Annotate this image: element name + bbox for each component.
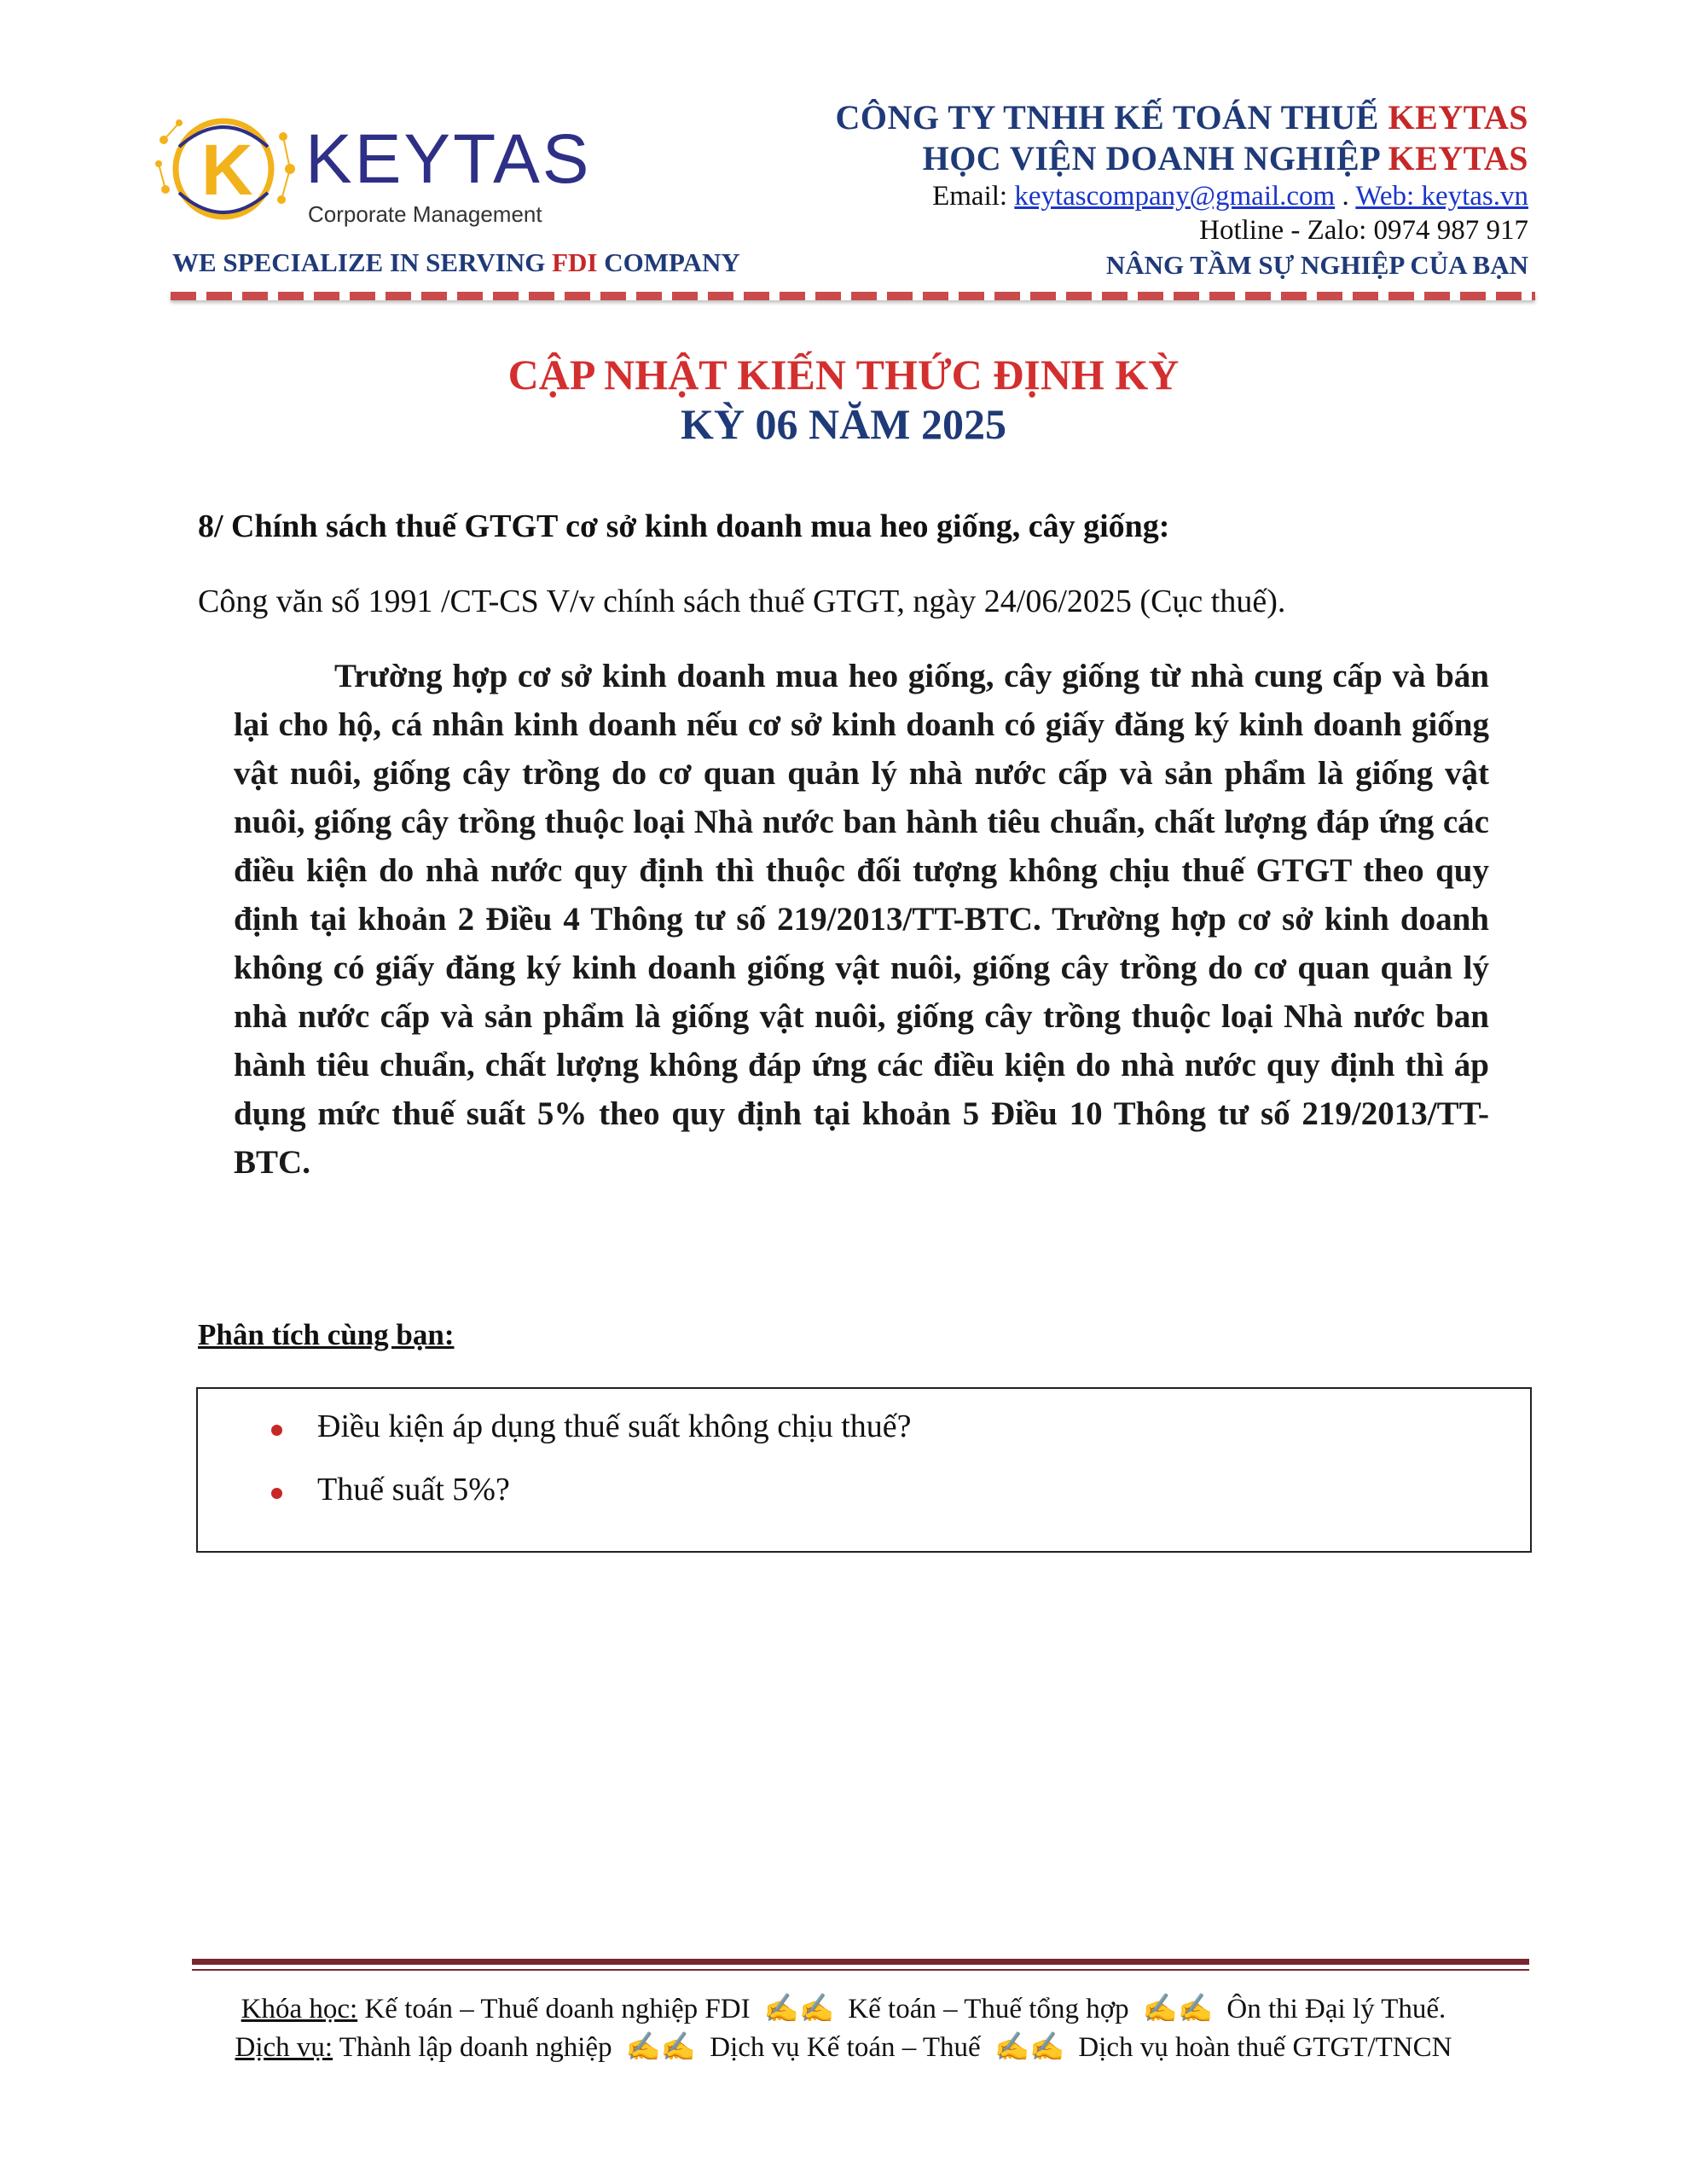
course-label: Khóa học:: [241, 1994, 358, 2024]
footer-services: Dịch vụ: Thành lập doanh nghiệp ✍✍ Dịch vụ Kế toán – Thuế ✍✍ Dịch vụ hoàn thuế GTGT/TNCN: [235, 2032, 1452, 2063]
logo-emblem-icon: [154, 111, 307, 239]
writing-hands-icon: ✍✍: [1142, 1994, 1214, 2024]
footer-divider: [192, 1959, 1529, 1965]
quoted-excerpt: Trường hợp cơ sở kinh doanh mua heo giống, cây giống từ nhà cung cấp và bán lại cho hộ, cá nhân kinh doanh nếu cơ sở kinh doanh có giấy đăng ký kinh doanh giống vật nuôi, giống cây trồng do cơ quan quản lý nhà nước cấp và sản phẩm là giống vật nuôi, giống cây trồng thuộc loại Nhà nước ban hành tiêu chuẩn, chất lượng đáp ứng các điều kiện do nhà nước quy định thì thuộc đối tượng không chịu thuế GTGT theo quy định tại khoản 2 Điều 4 Thông tư số 219/2013/TT-BTC. Trường hợp cơ sở kinh doanh không có giấy đăng ký kinh doanh giống vật nuôi, giống cây trồng do cơ quan quản lý nhà nước cấp và sản phẩm là giống vật nuôi, giống cây trồng thuộc loại Nhà nước ban hành tiêu chuẩn, chất lượng không đáp ứng các điều kiện do nhà nước quy định thì áp dụng mức thuế suất 5% theo quy định tại khoản 5 Điều 10 Thông tư số 219/2013/TT-BTC.: [234, 658, 1489, 1181]
tagline-highlight: FDI: [552, 247, 598, 277]
analysis-heading: Phân tích cùng bạn:: [198, 1318, 455, 1351]
analysis-box: [196, 1387, 1532, 1553]
website-link[interactable]: Web: keytas.vn: [1355, 181, 1528, 212]
list-item-text: Thuế suất 5%?: [317, 1472, 510, 1507]
footer-divider-thin: [192, 1969, 1529, 1971]
hotline: Hotline - Zalo: 0974 987 917: [1199, 215, 1528, 246]
company-logo: [154, 111, 592, 239]
company-info: [835, 97, 1528, 283]
bullet-icon: [271, 1425, 282, 1436]
list-item-text: Điều kiện áp dụng thuế suất không chịu thuế?: [317, 1409, 912, 1444]
service-label: Dịch vụ:: [235, 2032, 333, 2063]
official-letter-reference: Công văn số 1991 /CT-CS V/v chính sách thuế GTGT, ngày 24/06/2025 (Cục thuế).: [198, 584, 1286, 619]
header-tagline: WE SPECIALIZE IN SERVING FDI COMPANY: [172, 247, 740, 277]
footer-courses: Khóa học: Kế toán – Thuế doanh nghiệp FDI ✍✍ Kế toán – Thuế tổng hợp ✍✍ Ôn thi Đại lý Thuế.: [241, 1994, 1446, 2024]
bullet-icon: [271, 1488, 282, 1499]
email-link[interactable]: keytascompany@gmail.com: [1014, 181, 1336, 212]
writing-hands-icon: ✍✍: [763, 1994, 835, 2024]
company-name-line: CÔNG TY TNHH KẾ TOÁN THUẾ KEYTAS: [835, 98, 1528, 136]
writing-hands-icon: ✍✍: [625, 2032, 697, 2063]
page-title: CẬP NHẬT KIẾN THỨC ĐỊNH KỲ: [507, 351, 1180, 398]
logo-letter: K: [201, 130, 253, 210]
academy-name-line: HỌC VIỆN DOANH NGHIỆP KEYTAS: [922, 139, 1528, 177]
section-heading: 8/ Chính sách thuế GTGT cơ sở kinh doanh mua heo giống, cây giống:: [198, 508, 1170, 544]
logo-subtitle: Corporate Management: [308, 201, 542, 227]
contact-line: Email: keytascompany@gmail.com . Web: keytas.vn: [932, 181, 1528, 212]
header-divider: [171, 292, 1535, 300]
writing-hands-icon: ✍✍: [994, 2032, 1065, 2063]
company-slogan: NÂNG TẦM SỰ NGHIỆP CỦA BẠN: [1105, 250, 1528, 280]
logo-wordmark: KEYTAS: [305, 120, 592, 198]
page-subtitle: KỲ 06 NĂM 2025: [681, 400, 1006, 448]
